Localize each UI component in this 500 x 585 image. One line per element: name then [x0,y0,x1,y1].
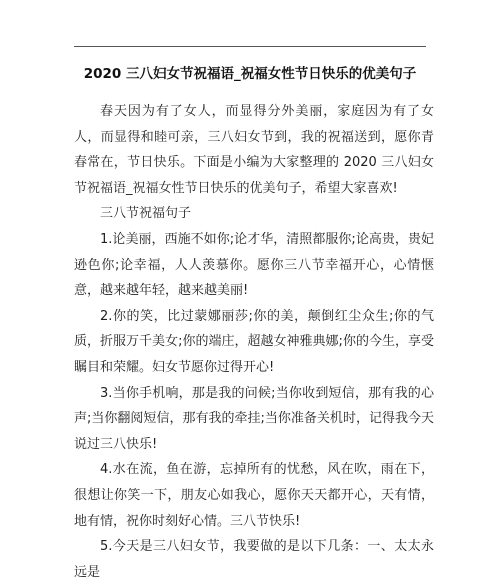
section-heading: 三八节祝福句子 [100,206,192,222]
intro-paragraph: 春天因为有了女人，而显得分外美丽，家庭因为有了女人，而显得和睦可亲，三八妇女节到，我的祝福送到，愿你青春常在，节日快乐。下面是小编为大家整理的 2020 三八妇女节祝福语_祝福女性节日快乐的优美句子，希望大家喜欢! [74,104,434,196]
document-body [74,99,434,585]
wish-paragraph-3: 3.当你手机响，那是我的问候;当你收到短信，那有我的心声;当你翻阅短信，那有我的牵挂;当你准备关机时，记得我今天说过三八快乐! [74,385,434,452]
wish-paragraph-5: 5.今天是三八妇女节，我要做的是以下几条：一、太太永远是 [74,539,434,580]
wish-paragraph-1: 1.论美丽，西施不如你;论才华，清照都服你;论高贵，贵妃逊色你;论幸福，人人羡慕你。愿你三八节幸福开心，心情惬意，越来越年轻，越来越美丽! [74,231,434,299]
header-divider [74,46,426,47]
wish-paragraph-2: 2.你的笑，比过蒙娜丽莎;你的美，颠倒红尘众生;你的气质，折服万千美女;你的端庄，超越女神雅典娜;你的今生，享受瞩目和荣耀。妇女节愿你过得开心! [74,308,434,375]
document-title: 2020 三八妇女节祝福语_祝福女性节日快乐的优美句子 [83,66,417,82]
wish-paragraph-4: 4.水在流，鱼在游，忘掉所有的忧愁，风在吹，雨在下，很想让你笑一下，朋友心如我心，愿你天天都开心，天有情，地有情，祝你时刻好心情。三八节快乐! [74,462,434,529]
